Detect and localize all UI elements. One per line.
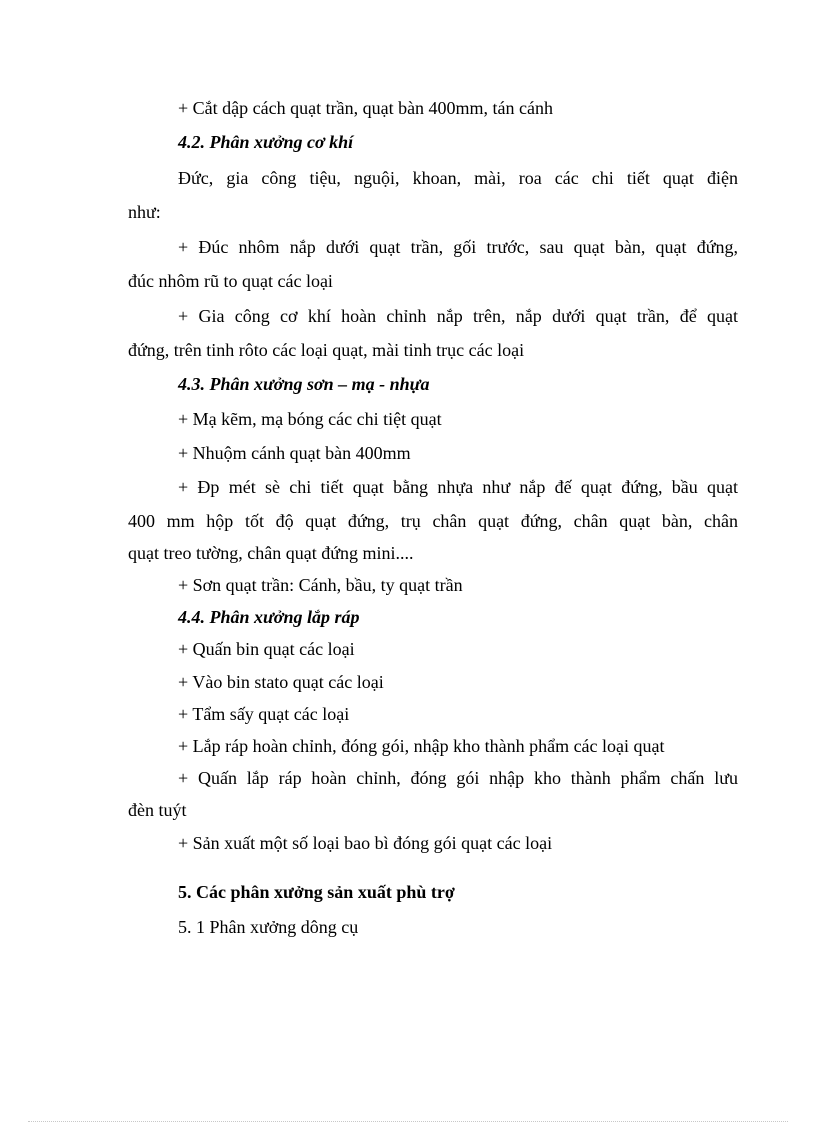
- bullet-line: + Tẩm sấy quạt các loại: [178, 704, 350, 724]
- subsection-line: 5. 1 Phân xưởng dông cụ: [178, 917, 359, 937]
- paragraph-line: Đức, gia công tiệu, nguội, khoan, mài, roa các chi tiết quạt điện: [178, 168, 738, 188]
- paragraph-line: đèn tuýt: [128, 800, 187, 820]
- bullet-line: + Quấn lắp ráp hoàn chỉnh, đóng gói nhập kho thành phẩm chấn lưu: [178, 768, 738, 788]
- bullet-line: + Vào bin stato quạt các loại: [178, 672, 384, 692]
- bullet-line: + Cắt dập cách quạt trần, quạt bàn 400mm, tán cánh: [178, 98, 554, 118]
- paragraph-line: đúc nhôm rũ to quạt các loại: [128, 271, 333, 291]
- section-heading-5: 5. Các phân xưởng sản xuất phù trợ: [178, 882, 455, 902]
- bullet-line: + Nhuộm cánh quạt bàn 400mm: [178, 443, 411, 463]
- section-heading-4-2: 4.2. Phân xưởng cơ khí: [178, 132, 354, 152]
- bullet-line: + Mạ kẽm, mạ bóng các chi tiệt quạt: [178, 409, 442, 429]
- bullet-line: + Đp mét sè chi tiết quạt bằng nhựa như nắp đế quạt đứng, bầu quạt: [178, 477, 738, 497]
- bullet-line: + Đúc nhôm nắp dưới quạt trần, gối trước, sau quạt bàn, quạt đứng,: [178, 237, 738, 257]
- section-heading-4-3: 4.3. Phân xưởng sơn – mạ - nhựa: [178, 374, 430, 394]
- paragraph-line: quạt treo tường, chân quạt đứng mini....: [128, 543, 414, 563]
- bullet-line: + Lắp ráp hoàn chỉnh, đóng gói, nhập kho thành phẩm các loại quạt: [178, 736, 665, 756]
- paragraph-line: đứng, trên tinh rôto các loại quạt, mài tinh trục các loại: [128, 340, 525, 360]
- bullet-line: + Gia công cơ khí hoàn chỉnh nắp trên, nắp dưới quạt trần, để quạt: [178, 306, 738, 326]
- paragraph-line: 400 mm hộp tốt độ quạt đứng, trụ chân quạt đứng, chân quạt bàn, chân: [128, 511, 738, 531]
- bullet-line: + Quấn bin quạt các loại: [178, 639, 355, 659]
- paragraph-line: như:: [128, 202, 161, 222]
- bullet-line: + Sơn quạt trần: Cánh, bầu, ty quạt trần: [178, 575, 463, 595]
- section-heading-4-4: 4.4. Phân xưởng lắp ráp: [178, 607, 360, 627]
- bullet-line: + Sản xuất một số loại bao bì đóng gói quạt các loại: [178, 833, 553, 853]
- page-bottom-divider: [28, 1121, 788, 1122]
